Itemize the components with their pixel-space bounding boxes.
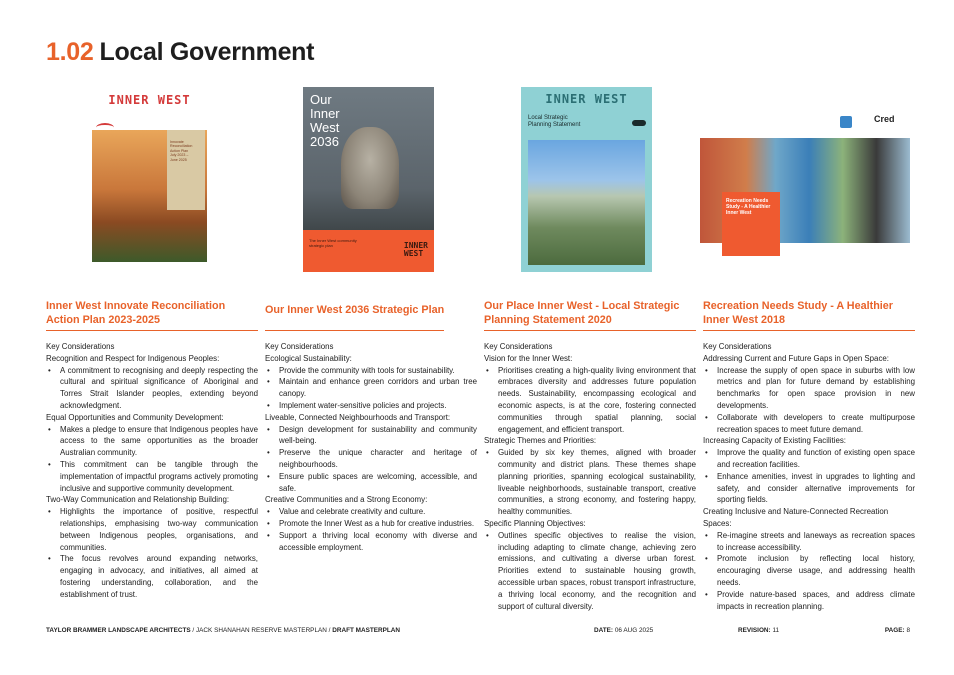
bullet-item: • This commitment can be tangible through the implementation of impactful programs actively promoting inclusive and supportive community development.	[46, 459, 258, 494]
cover-recreation-study	[700, 110, 910, 258]
cover-band	[303, 230, 434, 272]
column-body	[703, 341, 915, 612]
column-title: Our Inner West 2036 Strategic Plan	[265, 304, 444, 331]
bullet-item: • Maintain and enhance green corridors and urban tree canopy.	[265, 376, 477, 400]
footer-page: PAGE: 8	[884, 627, 910, 634]
bullet-item: • Support a thriving local economy with diverse and accessible employment.	[265, 530, 477, 554]
bullet-list	[265, 506, 477, 553]
cover-title: Our Inner West 2036	[310, 92, 340, 149]
bullet-item: • Provide nature-based spaces, and address climate impacts in recreation planning.	[703, 589, 915, 613]
group-heading: Addressing Current and Future Gaps in Open Space:	[703, 353, 889, 363]
cover-subtitle: The Inner West community strategic plan	[309, 238, 357, 248]
bullet-item: • Outlines specific objectives to realise the vision, including adapting to climate change, achieving zero emissions, and cultivating a diverse urban forest. Priorities extend to sustainable housing growth, accessible urban spaces, robust transport infrastructure, a thriving local economy, and the recognition and support of cultural diversity.	[484, 530, 696, 613]
bullet-item: • A commitment to recognising and deeply respecting the cultural and spiritual significance of Aboriginal and Torres Strait Islander peoples, extending beyond acknowledgment.	[46, 365, 258, 412]
bullet-item: • Promote the Inner West as a hub for creative industries.	[265, 518, 477, 530]
bullet-item: • Promote inclusion by reflecting local history, encouraging diverse usage, and addressing health needs.	[703, 553, 915, 588]
column-title: Recreation Needs Study - A Healthier Inner West 2018	[703, 300, 915, 331]
column-planning-statement	[484, 300, 696, 612]
bullet-list	[46, 365, 258, 412]
group-heading: Equal Opportunities and Community Development:	[46, 412, 224, 422]
cover-header	[700, 110, 910, 136]
column-body	[265, 341, 477, 553]
column-strategic-plan	[265, 300, 477, 553]
bullet-item: • Collaborate with developers to create multipurpose recreation spaces to meet future demand.	[703, 412, 915, 436]
group-heading: Specific Planning Objectives:	[484, 518, 586, 528]
cred-logo: Cred	[874, 114, 895, 124]
bullet-item: • Design development for sustainability and community well-being.	[265, 424, 477, 448]
bullet-item: • Highlights the importance of positive, respectful relationships, emphasising two-way communication between Indigenous peoples, organisations, and communities.	[46, 506, 258, 553]
bullet-item: • Improve the quality and function of existing open space and recreation facilities.	[703, 447, 915, 471]
column-title: Inner West Innovate Reconciliation Action Plan 2023-2025	[46, 300, 258, 331]
column-body	[484, 341, 696, 612]
group-heading: Creating Inclusive and Nature-Connected Recreation Spaces:	[703, 507, 889, 528]
cover-logo: INNER WEST	[545, 92, 628, 106]
bullet-list	[46, 506, 258, 600]
bullet-list	[703, 365, 915, 436]
bullet-list	[265, 424, 477, 495]
group-heading: Creative Communities and a Strong Economy:	[265, 495, 428, 505]
section-title: Local Government	[99, 38, 315, 66]
bullet-list	[703, 530, 915, 613]
cover-strategic-plan	[303, 87, 434, 272]
cover-planning-statement	[521, 87, 652, 272]
cover-badge-icon	[632, 120, 646, 126]
group-heading: Ecological Sustainability:	[265, 353, 352, 363]
cover-portrait	[341, 127, 399, 209]
bullet-list	[265, 365, 477, 412]
bullet-item: • Prioritises creating a high-quality living environment that embraces diversity and addresses future population needs. Sustainability, encompassing ecological and economic aspects, is at the core, fostering connected communities through spatial planning, social engagement, and efficient transport.	[484, 365, 696, 436]
bullet-list	[484, 530, 696, 613]
bullet-item: • Preserve the unique character and heritage of neighbourhoods.	[265, 447, 477, 471]
key-considerations-label: Key Considerations	[265, 342, 334, 351]
group-heading: Two-Way Communication and Relationship Building:	[46, 495, 230, 505]
bullet-list	[484, 447, 696, 518]
key-considerations-label: Key Considerations	[703, 342, 772, 351]
cover-title: Local Strategic Planning Statement	[528, 115, 581, 128]
bullet-list	[703, 447, 915, 506]
page-title	[46, 38, 314, 67]
section-number: 1.02	[46, 38, 94, 66]
bullet-item: • Re-imagine streets and laneways as recreation spaces to increase accessibility.	[703, 530, 915, 554]
key-considerations-label: Key Considerations	[484, 342, 553, 351]
group-heading: Strategic Themes and Priorities:	[484, 436, 597, 446]
cover-aerial-photo	[528, 140, 645, 265]
bullet-item: • The focus revolves around expanding networks, engaging in advocacy, and initiatives, all aimed at fostering understanding, collaboration, and the establishment of trust.	[46, 553, 258, 600]
bullet-item: • Guided by six key themes, aligned with broader community and district plans. These themes shape planning priorities, spanning ecological sustainability, liveable neighborhoods, sustainable transport, creative communities, a strong economy, and fostering happy, healthy communities.	[484, 447, 696, 518]
bullet-item: • Enhance amenities, invest in upgrades to lighting and safety, and consider alternative improvements for sporting fields.	[703, 471, 915, 506]
column-reconciliation	[46, 300, 258, 601]
footer-revision: REVISION: 11	[738, 627, 780, 634]
cover-logo: INNER WEST	[108, 93, 191, 107]
footer-date: DATE: 06 AUG 2025	[594, 627, 654, 634]
group-heading: Increasing Capacity of Existing Facilities:	[703, 436, 846, 446]
bullet-item: • Value and celebrate creativity and culture.	[265, 506, 477, 518]
bullet-item: • Ensure public spaces are welcoming, accessible, and safe.	[265, 471, 477, 495]
column-recreation-study	[703, 300, 915, 612]
bullet-list	[46, 424, 258, 495]
bullet-item: • Makes a pledge to ensure that Indigenous peoples have access to the same opportunities as the broader Australian community.	[46, 424, 258, 459]
group-heading: Recognition and Respect for Indigenous Peoples:	[46, 353, 220, 363]
bullet-list	[484, 365, 696, 436]
bullet-item: • Implement water-sensitive policies and projects.	[265, 400, 477, 412]
cover-badge: Recreation Needs Study - A Healthier Inner West	[722, 192, 780, 256]
column-body	[46, 341, 258, 601]
group-heading: Vision for the Inner West:	[484, 353, 573, 363]
bullet-item: • Provide the community with tools for sustainability.	[265, 365, 477, 377]
key-considerations-label: Key Considerations	[46, 342, 115, 351]
footer-project: TAYLOR BRAMMER LANDSCAPE ARCHITECTS / JACK SHANAHAN RESERVE MASTERPLAN / DRAFT MASTERPLAN	[46, 627, 401, 634]
council-logo-icon	[840, 116, 852, 128]
cover-reconciliation-plan	[92, 90, 207, 262]
cover-logo: INNER WEST	[403, 241, 428, 258]
bullet-item: • Increase the supply of open space in suburbs with low metrics and plan for future demand by establishing benchmarks for open space provision in new developments.	[703, 365, 915, 412]
group-heading: Liveable, Connected Neighbourhoods and Transport:	[265, 412, 451, 422]
cover-tag: Innovate Reconciliation Action Plan July 2023 – June 2025	[167, 130, 205, 210]
column-title: Our Place Inner West - Local Strategic Planning Statement 2020	[484, 300, 696, 331]
